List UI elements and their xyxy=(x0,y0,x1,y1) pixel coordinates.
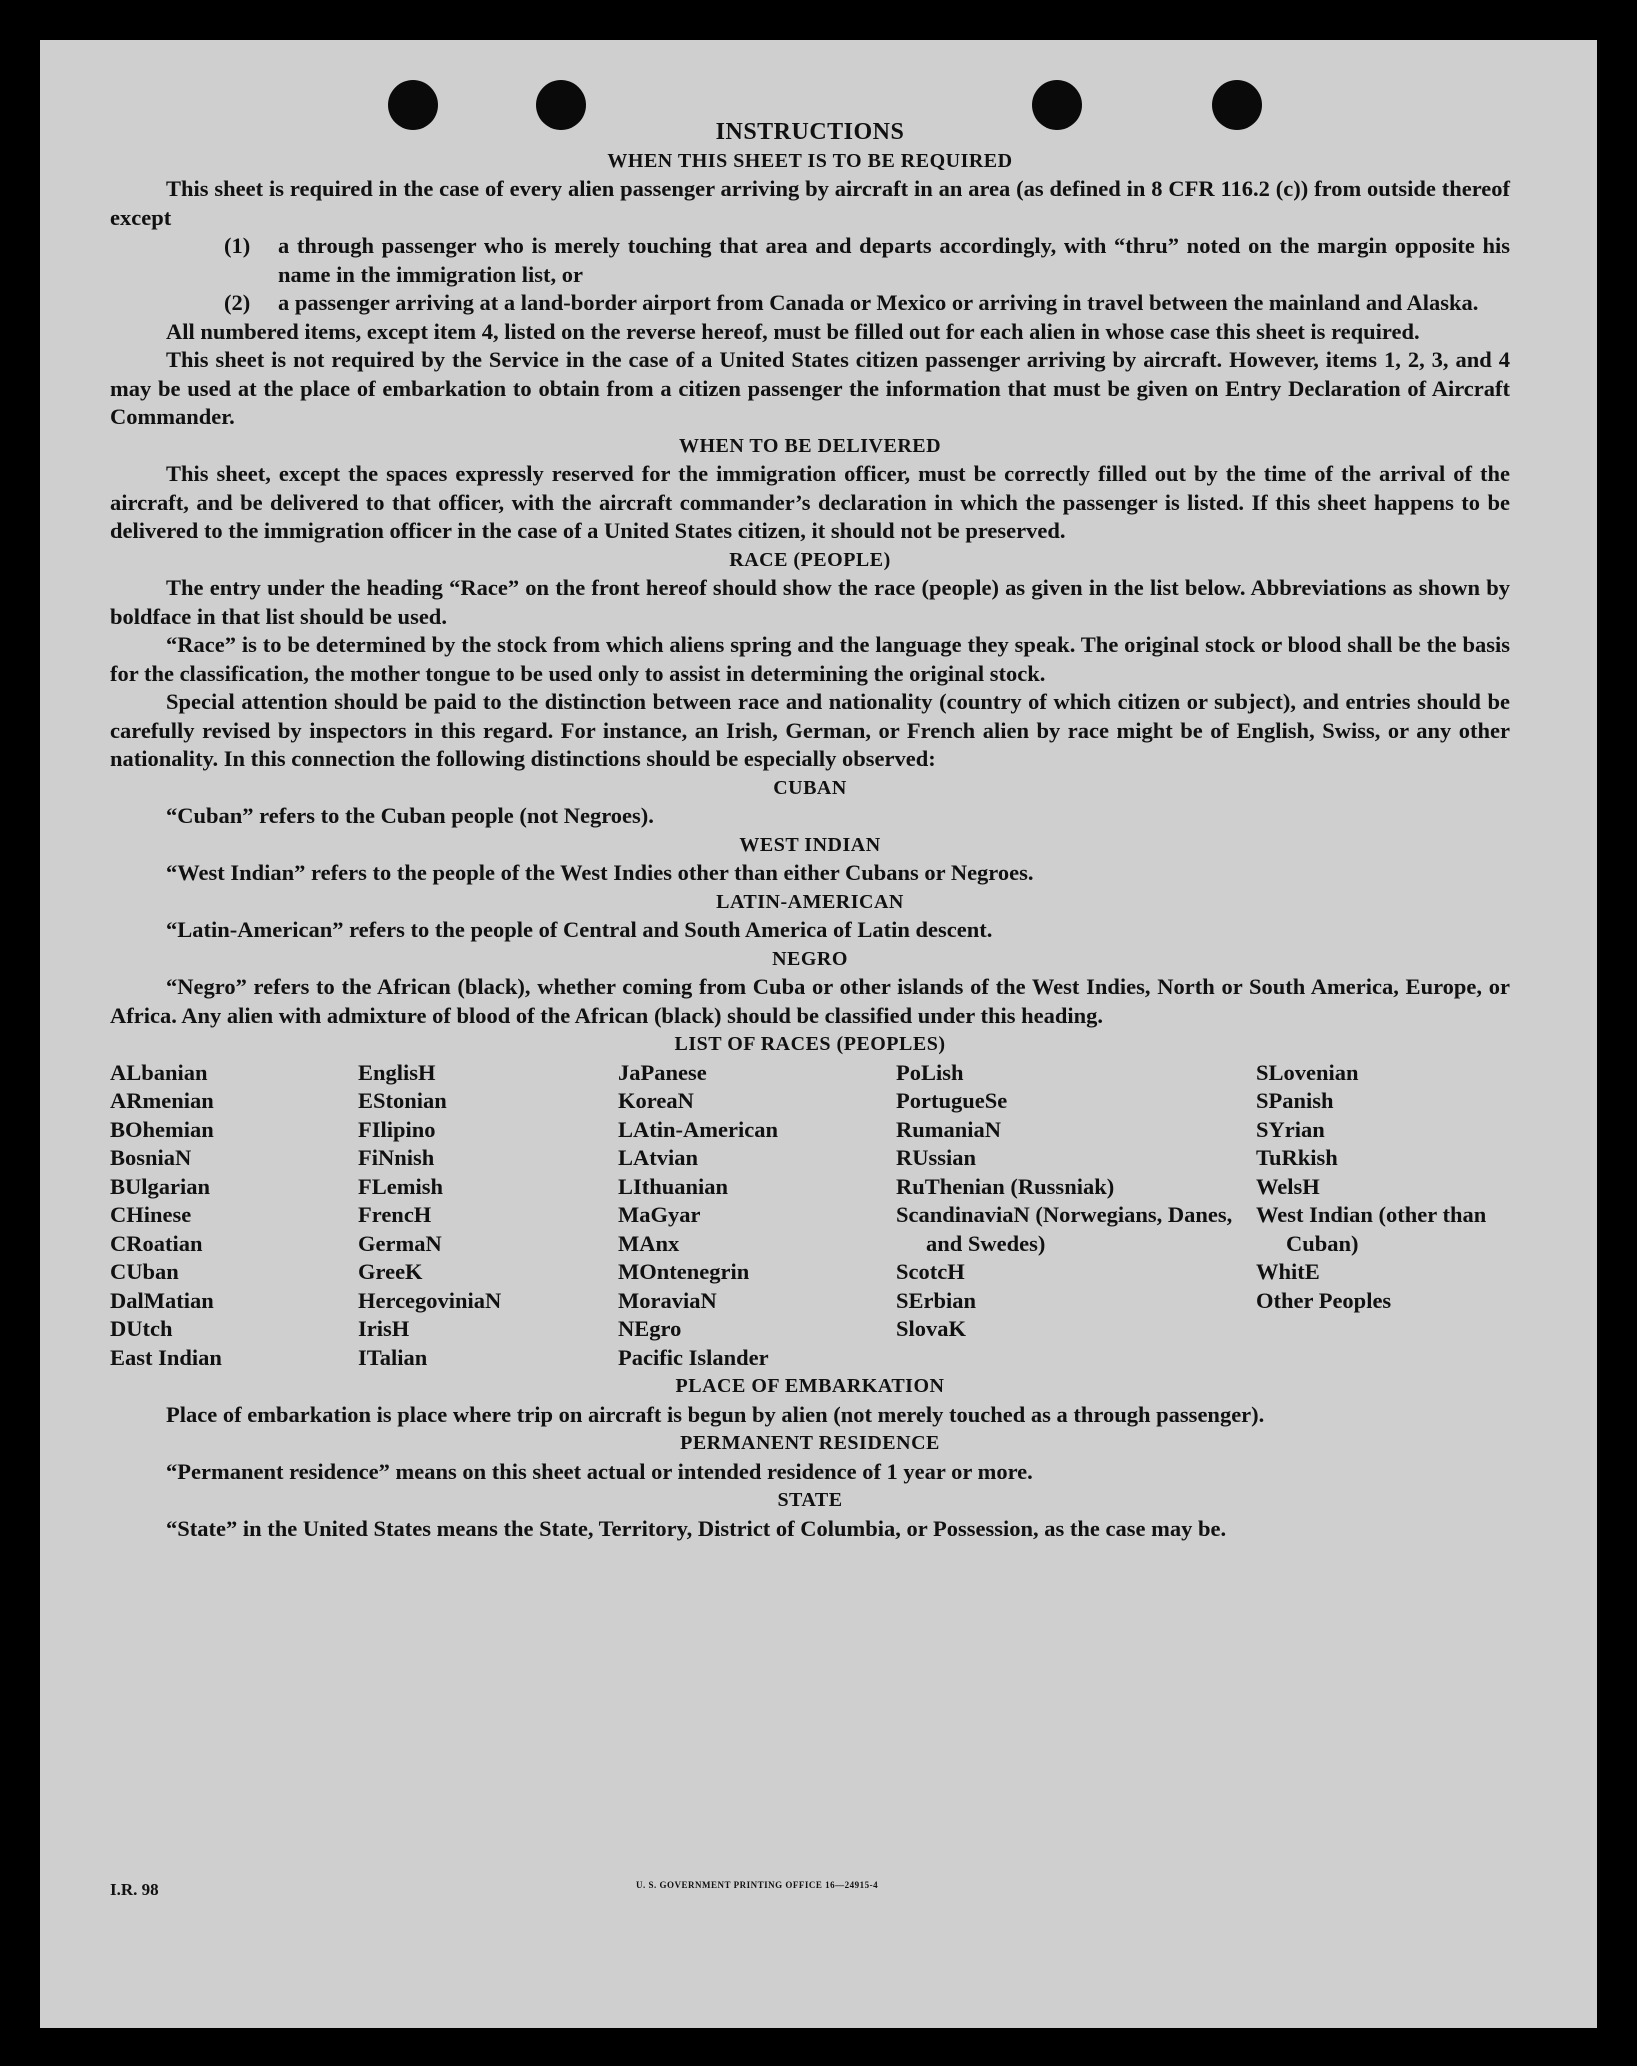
list-item: (1) a through passenger who is merely touching that area and departs accordingly, with “thru” noted on the margin opposite his name in the immigration list, or xyxy=(224,233,1510,287)
paragraph: “Permanent residence” means on this sheet actual or intended residence of 1 year or more. xyxy=(166,1458,1033,1484)
section-title-cuban: CUBAN xyxy=(773,776,847,799)
paragraph: “State” in the United States means the State, Territory, District of Columbia, or Possession, as the case may be. xyxy=(166,1515,1227,1541)
paragraph: “Latin-American” refers to the people of Central and South America of Latin descent. xyxy=(166,917,993,942)
race-entry: West Indian (other than Cuban) xyxy=(1256,1202,1487,1256)
race-entry: NEgro xyxy=(618,1316,682,1341)
race-entry: ITalian xyxy=(358,1344,428,1370)
race-entry: RUssian xyxy=(896,1145,977,1170)
list-item: (2) a passenger arriving at a land-border airport from Canada or Mexico or arriving in travel between the mainland and Alaska. xyxy=(224,290,1479,315)
paragraph: This sheet is required in the case of every alien passenger arriving by aircraft in an area (as defined in 8 CFR 116.2 (c)) from outside thereof except xyxy=(110,176,1510,230)
document-sheet xyxy=(40,40,1597,2028)
race-entry: BOhemian xyxy=(110,1116,214,1142)
race-entry: CUban xyxy=(110,1259,179,1284)
race-entry: MAnx xyxy=(618,1230,680,1256)
race-entry: DUtch xyxy=(110,1316,173,1341)
races-column xyxy=(896,1059,1256,1373)
section-title-latin-american: LATIN-AMERICAN xyxy=(716,890,904,913)
form-number: I.R. 98 xyxy=(110,1880,159,1899)
race-entry: East Indian xyxy=(110,1344,222,1370)
races-column xyxy=(618,1059,896,1373)
paragraph: “Negro” refers to the African (black), whether coming from Cuba or other islands of the West Indies, North or South America, Europe, or Africa. Any alien with admixture of blood of the African (black) should be classified under this heading. xyxy=(110,974,1510,1028)
section-title-west-indian: WEST INDIAN xyxy=(739,833,881,856)
race-entry: TuRkish xyxy=(1256,1145,1338,1170)
section-title-required: WHEN THIS SHEET IS TO BE REQUIRED xyxy=(607,149,1013,172)
races-list xyxy=(110,1059,1510,1373)
race-entry: KoreaN xyxy=(618,1088,694,1113)
race-entry: FiNnish xyxy=(358,1145,435,1170)
paragraph: Special attention should be paid to the distinction between race and nationality (country of which citizen or subject), and entries should be carefully revised by inspectors in this regard. For instance, an Irish, German, or French alien by race might be of English, Swiss, or any other nationality. In this connection the following distinctions should be especially observed: xyxy=(110,689,1510,771)
race-entry: MaGyar xyxy=(618,1202,701,1227)
paragraph: “Cuban” refers to the Cuban people (not Negroes). xyxy=(166,803,654,828)
race-entry: GreeK xyxy=(358,1259,423,1284)
race-entry: RumaniaN xyxy=(896,1116,1002,1142)
section-title-races-list: LIST OF RACES (PEOPLES) xyxy=(674,1033,946,1055)
race-entry: PortugueSe xyxy=(896,1088,1008,1113)
race-entry: CRoatian xyxy=(110,1230,203,1256)
races-column xyxy=(1256,1059,1510,1373)
race-entry: EnglisH xyxy=(358,1059,436,1085)
race-entry: FLemish xyxy=(358,1173,444,1199)
section-title-race: RACE (PEOPLE) xyxy=(729,548,891,571)
race-entry: ScotcH xyxy=(896,1259,965,1284)
paragraph: “West Indian” refers to the people of the West Indies other than either Cubans or Negroes. xyxy=(166,860,1034,885)
race-entry: SLovenian xyxy=(1256,1059,1359,1085)
paragraph: All numbered items, except item 4, listed on the reverse hereof, must be filled out for each alien in whose case this sheet is required. xyxy=(166,318,1420,344)
page-title: INSTRUCTIONS xyxy=(715,119,905,145)
race-entry: SlovaK xyxy=(896,1316,967,1341)
printer-imprint: U. S. GOVERNMENT PRINTING OFFICE 16—24915-4 xyxy=(636,1880,879,1890)
race-entry: BUlgarian xyxy=(110,1173,211,1199)
paragraph: This sheet is not required by the Service in the case of a United States citizen passenger arriving by aircraft. However, items 1, 2, 3, and 4 may be used at the place of embarkation to obtain from a citizen passenger the information that must be given on Entry Declaration of Aircraft Commander. xyxy=(110,347,1510,429)
instructions-content xyxy=(110,118,1510,1543)
race-entry: Other Peoples xyxy=(1256,1287,1392,1313)
race-entry: DalMatian xyxy=(110,1287,214,1313)
race-entry: SYrian xyxy=(1256,1116,1325,1142)
race-entry: SPanish xyxy=(1256,1088,1334,1113)
race-entry: RuThenian (Russniak) xyxy=(896,1173,1115,1199)
paragraph: This sheet, except the spaces expressly reserved for the immigration officer, must be correctly filled out by the time of the arrival of the aircraft, and be delivered to that officer, with the aircraft commander’s declaration in which the passenger is listed. If this sheet happens to be delivered to the immigration officer in the case of a United States citizen, it should not be preserved. xyxy=(110,461,1510,543)
race-entry: Pacific Islander xyxy=(618,1344,769,1370)
race-entry: LAtin-American xyxy=(618,1116,778,1142)
section-title-residence: PERMANENT RESIDENCE xyxy=(680,1432,940,1454)
paragraph: Place of embarkation is place where trip on aircraft is begun by alien (not merely touched as a through passenger). xyxy=(166,1401,1265,1427)
section-title-negro: NEGRO xyxy=(772,947,848,970)
race-entry: FIlipino xyxy=(358,1116,436,1142)
race-entry: MoraviaN xyxy=(618,1287,717,1313)
races-column xyxy=(110,1059,358,1373)
race-entry: WelsH xyxy=(1256,1173,1320,1199)
paragraph: The entry under the heading “Race” on the front hereof should show the race (people) as given in the list below. Abbreviations as shown by boldface in that list should be used. xyxy=(110,575,1510,629)
section-title-state: STATE xyxy=(777,1489,843,1511)
race-entry: LAtvian xyxy=(618,1145,699,1170)
race-entry: ARmenian xyxy=(110,1088,214,1113)
race-entry: BosniaN xyxy=(110,1145,192,1170)
race-entry: FrencH xyxy=(358,1202,432,1227)
race-entry: GermaN xyxy=(358,1230,442,1256)
race-entry: SErbian xyxy=(896,1287,977,1313)
race-entry: PoLish xyxy=(896,1059,964,1085)
section-title-delivered: WHEN TO BE DELIVERED xyxy=(678,434,942,457)
race-entry: EStonian xyxy=(358,1088,447,1113)
race-entry: LIthuanian xyxy=(618,1173,729,1199)
section-title-embarkation: PLACE OF EMBARKATION xyxy=(675,1375,945,1397)
race-entry: ScandinaviaN (Norwegians, Danes, and Swedes) xyxy=(896,1202,1233,1256)
race-entry: WhitE xyxy=(1256,1259,1320,1284)
race-entry: JaPanese xyxy=(618,1059,707,1085)
race-entry: IrisH xyxy=(358,1316,410,1341)
paragraph: “Race” is to be determined by the stock from which aliens spring and the language they speak. The original stock or blood shall be the basis for the classification, the mother tongue to be used only to assist in determining the original stock. xyxy=(110,632,1510,686)
race-entry: CHinese xyxy=(110,1202,192,1227)
race-entry: ALbanian xyxy=(110,1059,208,1085)
race-entry: HercegoviniaN xyxy=(358,1287,502,1313)
race-entry: MOntenegrin xyxy=(618,1259,750,1284)
races-column xyxy=(358,1059,618,1373)
